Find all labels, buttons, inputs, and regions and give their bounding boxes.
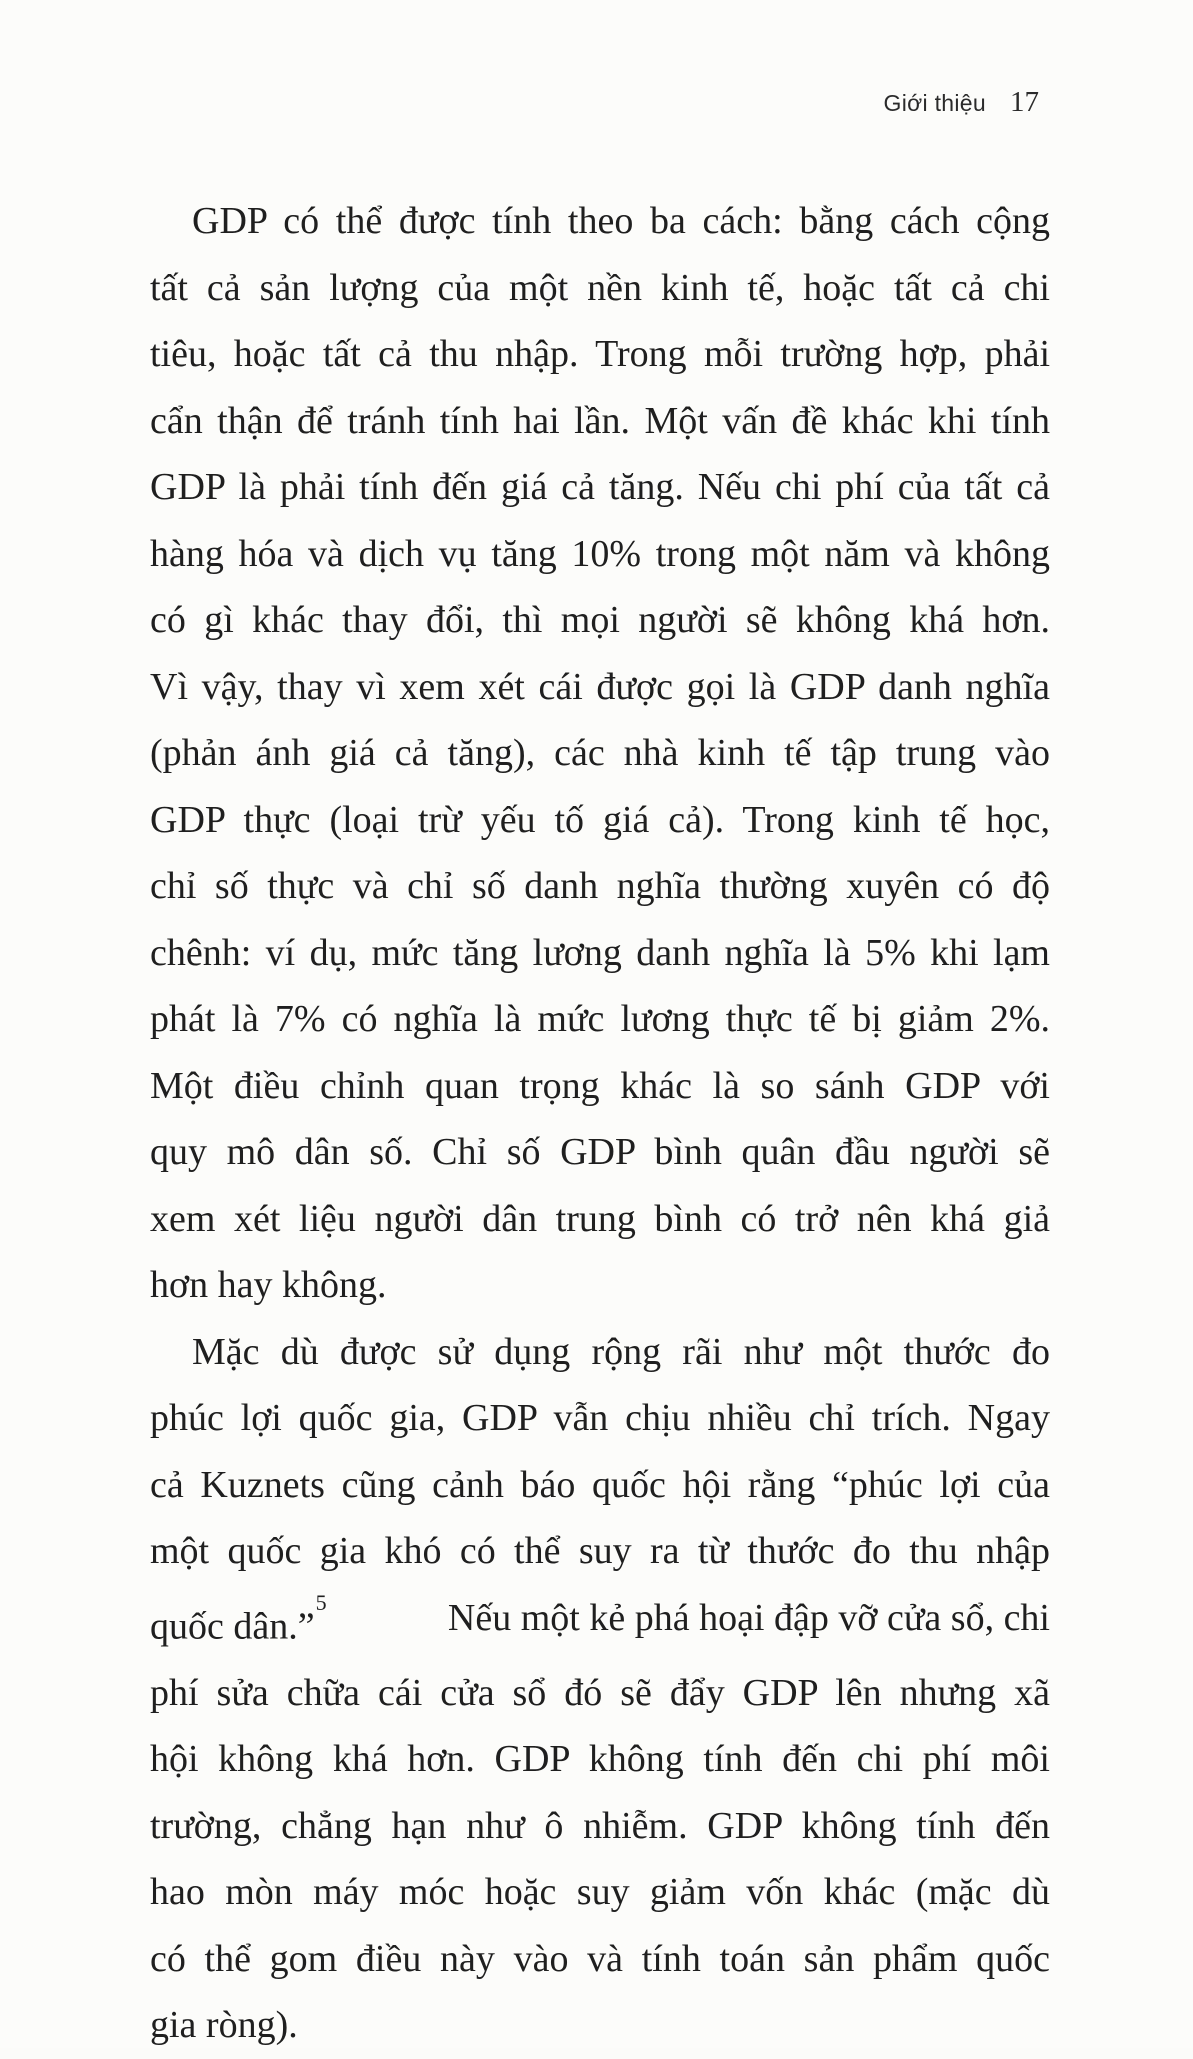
text-fragment-after-note: Nếu một kẻ phá hoại đập vỡ cửa sổ, chi (447, 1596, 1050, 1639)
body-text (150, 188, 1050, 2059)
text-line: phí sửa chữa cái cửa sổ đó sẽ đẩy GDP lên nhưng xã (150, 1671, 1050, 1714)
text-line: tiêu, hoặc tất cả thu nhập. Trong mỗi trường hợp, phải (150, 333, 1050, 375)
text-line: cẩn thận để tránh tính hai lần. Một vấn đề khác khi tính (150, 399, 1050, 442)
text-line-with-footnote (150, 1585, 1050, 1660)
text-line: chênh: ví dụ, mức tăng lương danh nghĩa là 5% khi lạm (150, 931, 1050, 974)
text-line: có gì khác thay đổi, thì mọi người sẽ không khá hơn. (150, 599, 1050, 641)
text-line: Vì vậy, thay vì xem xét cái được gọi là GDP danh nghĩa (150, 665, 1050, 708)
text-line: có thể gom điều này vào và tính toán sản phẩm quốc (150, 1937, 1050, 1980)
text-line: cả Kuznets cũng cảnh báo quốc hội rằng “phúc lợi của (150, 1463, 1050, 1506)
text-line: Mặc dù được sử dụng rộng rãi như một thước đo (192, 1330, 1050, 1373)
page-number: 17 (1010, 86, 1039, 118)
text-line: quy mô dân số. Chỉ số GDP bình quân đầu người sẽ (150, 1131, 1050, 1173)
paragraph-2 (150, 1319, 1050, 2059)
text-line: phúc lợi quốc gia, GDP vẫn chịu nhiều chỉ trích. Ngay (150, 1397, 1050, 1439)
text-line: GDP là phải tính đến giá cả tăng. Nếu chi phí của tất cả (150, 466, 1050, 508)
text-line: tất cả sản lượng của một nền kinh tế, hoặc tất cả chi (150, 266, 1050, 309)
text-line: hơn hay không. (150, 1264, 387, 1306)
text-line: chỉ số thực và chỉ số danh nghĩa thường xuyên có độ (150, 865, 1050, 907)
section-title: Giới thiệu (883, 90, 986, 116)
text-line: phát là 7% có nghĩa là mức lương thực tế bị giảm 2%. (150, 998, 1050, 1040)
text-line: gia ròng). (150, 2004, 298, 2047)
text-line: một quốc gia khó có thể suy ra từ thước đo thu nhập (150, 1530, 1050, 1572)
footnote-marker[interactable]: 5 (315, 1589, 327, 1615)
text-line: xem xét liệu người dân trung bình có trở nên khá giả (150, 1197, 1050, 1240)
text-line: hao mòn máy móc hoặc suy giảm vốn khác (mặc dù (150, 1871, 1050, 1914)
running-header (884, 86, 1039, 119)
text-line: hội không khá hơn. GDP không tính đến chi phí môi (150, 1738, 1050, 1781)
text-line: GDP có thể được tính theo ba cách: bằng cách cộng (192, 200, 1050, 242)
text-fragment-before-note: quốc dân.” (150, 1605, 315, 1648)
text-line: Một điều chỉnh quan trọng khác là so sánh GDP với (150, 1064, 1050, 1107)
text-fragment (150, 1585, 327, 1660)
text-line: GDP thực (loại trừ yếu tố giá cả). Trong kinh tế học, (150, 798, 1050, 841)
text-line: hàng hóa và dịch vụ tăng 10% trong một năm và không (150, 532, 1050, 575)
text-line: (phản ánh giá cả tăng), các nhà kinh tế tập trung vào (150, 732, 1050, 774)
paragraph-1 (150, 188, 1050, 1319)
text-line: trường, chẳng hạn như ô nhiễm. GDP không tính đến (150, 1804, 1050, 1847)
